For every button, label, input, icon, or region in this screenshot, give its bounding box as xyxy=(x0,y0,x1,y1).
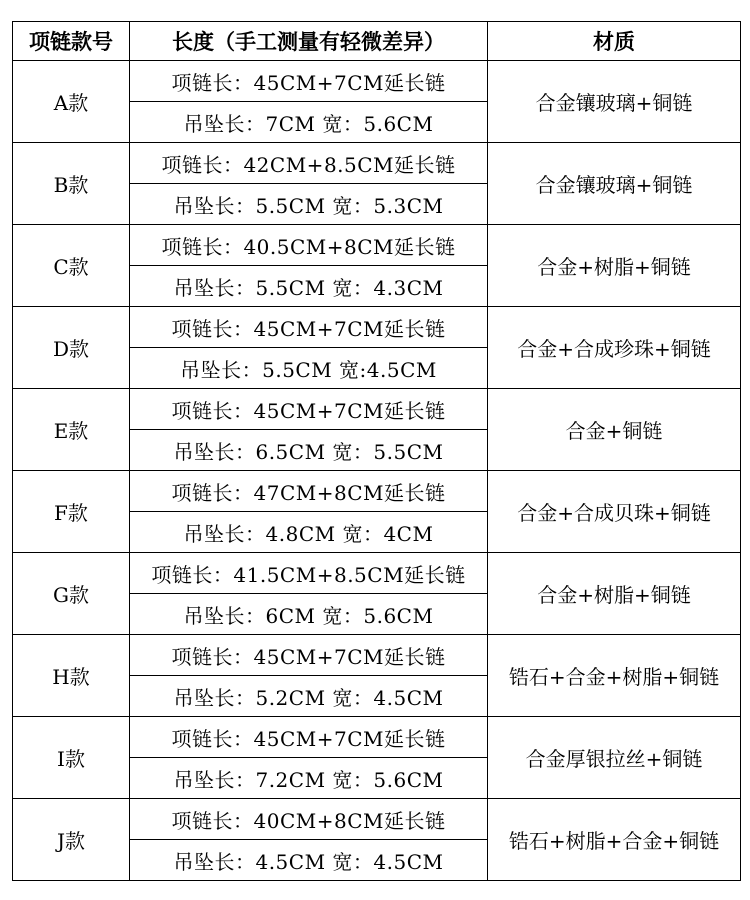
material-cell: 锆石+合金+树脂+铜链 xyxy=(488,635,741,717)
table-row xyxy=(13,471,741,512)
material-cell: 合金镶玻璃+铜链 xyxy=(488,61,741,143)
header-length: 长度（手工测量有轻微差异） xyxy=(130,22,488,61)
pendant-size-cell: 吊坠长：7.2CM 宽：5.6CM xyxy=(130,758,488,799)
material-cell: 合金厚银拉丝+铜链 xyxy=(488,717,741,799)
material-cell: 合金+树脂+铜链 xyxy=(488,225,741,307)
table-row xyxy=(13,225,741,266)
pendant-size-cell: 吊坠长：5.5CM 宽：4.3CM xyxy=(130,266,488,307)
necklace-length-cell: 项链长：45CM+7CM延长链 xyxy=(130,307,488,348)
model-cell: H款 xyxy=(13,635,130,717)
table-row xyxy=(13,553,741,594)
pendant-size-cell: 吊坠长：4.5CM 宽：4.5CM xyxy=(130,840,488,881)
material-cell: 合金+树脂+铜链 xyxy=(488,553,741,635)
table-row xyxy=(13,307,741,348)
necklace-length-cell: 项链长：45CM+7CM延长链 xyxy=(130,635,488,676)
pendant-size-cell: 吊坠长：7CM 宽：5.6CM xyxy=(130,102,488,143)
model-cell: B款 xyxy=(13,143,130,225)
model-cell: G款 xyxy=(13,553,130,635)
model-cell: J款 xyxy=(13,799,130,881)
model-cell: F款 xyxy=(13,471,130,553)
model-cell: D款 xyxy=(13,307,130,389)
necklace-length-cell: 项链长：41.5CM+8.5CM延长链 xyxy=(130,553,488,594)
table-row xyxy=(13,799,741,840)
material-cell: 合金+铜链 xyxy=(488,389,741,471)
material-cell: 锆石+树脂+合金+铜链 xyxy=(488,799,741,881)
material-cell: 合金+合成珍珠+铜链 xyxy=(488,307,741,389)
necklace-length-cell: 项链长：45CM+7CM延长链 xyxy=(130,61,488,102)
necklace-length-cell: 项链长：45CM+7CM延长链 xyxy=(130,389,488,430)
necklace-spec-table xyxy=(12,21,741,881)
header-material: 材质 xyxy=(488,22,741,61)
spec-rows xyxy=(13,61,741,881)
table-row xyxy=(13,143,741,184)
pendant-size-cell: 吊坠长：4.8CM 宽：4CM xyxy=(130,512,488,553)
table-row xyxy=(13,635,741,676)
table-row xyxy=(13,717,741,758)
header-row xyxy=(13,22,741,61)
necklace-length-cell: 项链长：42CM+8.5CM延长链 xyxy=(130,143,488,184)
necklace-length-cell: 项链长：40.5CM+8CM延长链 xyxy=(130,225,488,266)
pendant-size-cell: 吊坠长：5.5CM 宽:4.5CM xyxy=(130,348,488,389)
pendant-size-cell: 吊坠长：6.5CM 宽：5.5CM xyxy=(130,430,488,471)
necklace-length-cell: 项链长：40CM+8CM延长链 xyxy=(130,799,488,840)
material-cell: 合金镶玻璃+铜链 xyxy=(488,143,741,225)
model-cell: E款 xyxy=(13,389,130,471)
necklace-length-cell: 项链长：45CM+7CM延长链 xyxy=(130,717,488,758)
pendant-size-cell: 吊坠长：5.2CM 宽：4.5CM xyxy=(130,676,488,717)
pendant-size-cell: 吊坠长：5.5CM 宽：5.3CM xyxy=(130,184,488,225)
model-cell: C款 xyxy=(13,225,130,307)
table-row xyxy=(13,389,741,430)
model-cell: A款 xyxy=(13,61,130,143)
necklace-length-cell: 项链长：47CM+8CM延长链 xyxy=(130,471,488,512)
material-cell: 合金+合成贝珠+铜链 xyxy=(488,471,741,553)
model-cell: I款 xyxy=(13,717,130,799)
header-model: 项链款号 xyxy=(13,22,130,61)
table-row xyxy=(13,61,741,102)
pendant-size-cell: 吊坠长：6CM 宽：5.6CM xyxy=(130,594,488,635)
